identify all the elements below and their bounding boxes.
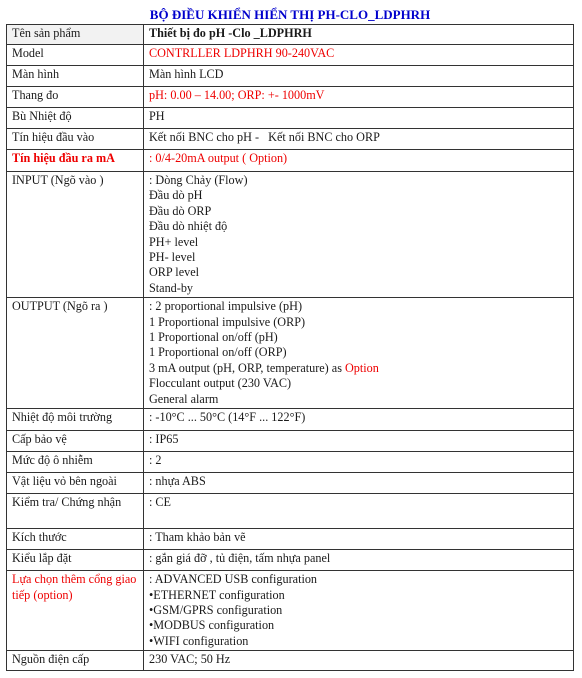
label-temp-comp: Bù Nhiệt độ [7,108,144,129]
label-input-signal: Tín hiệu đầu vào [7,129,144,150]
label-comm: Lựa chọn thêm cổng giao tiếp (option) [7,571,144,651]
row-display [7,66,574,87]
row-dimensions [7,529,574,550]
label-output: OUTPUT (Ngõ ra ) [7,298,144,409]
row-housing [7,473,574,494]
row-range [7,87,574,108]
row-output [7,298,574,409]
label-display: Màn hình [7,66,144,87]
value-power: 230 VAC; 50 Hz [144,651,574,671]
value-dimensions: : Tham khảo bản vẽ [144,529,574,550]
value-output [144,298,574,409]
value-comm [144,571,574,651]
output-ma-text: 3 mA output (pH, ORP, temperature) as [149,360,345,375]
label-ambient: Nhiệt độ môi trường [7,409,144,431]
value-protection: : IP65 [144,431,574,452]
comm-bullet: • GSM/GPRS configuration [149,603,568,618]
comm-line: : ADVANCED USB configuration [149,572,318,587]
input-line: : Dòng Chảy (Flow) [149,173,248,187]
value-model: CONTRLLER LDPHRH 90-240VAC [144,45,574,66]
value-input-signal: Kết nối BNC cho pH - Kết nối BNC cho ORP [144,129,574,150]
output-line: Flocculant output (230 VAC) [149,376,292,391]
row-product [7,25,574,45]
row-input-signal [7,129,574,150]
label-model: Model [7,45,144,66]
value-pollution: : 2 [144,452,574,473]
output-line: : 2 proportional impulsive (pH) [149,299,302,314]
value-display: Màn hình LCD [144,66,574,87]
row-power [7,651,574,671]
output-line: 1 Proportional on/off (pH) [149,330,278,345]
label-input: INPUT (Ngõ vào ) [7,172,144,298]
row-ambient [7,409,574,431]
value-range: pH: 0.00 – 14.00; ORP: +- 1000mV [144,87,574,108]
output-line: General alarm [149,391,219,406]
row-pollution [7,452,574,473]
value-product: Thiết bị đo pH -Clo _LDPHRH [144,25,574,45]
document-title: BỘ ĐIỀU KHIỂN HIỂN THỊ PH-CLO_LDPHRH [149,7,431,22]
label-protection: Cấp bảo vệ [7,431,144,452]
value-ambient: : -10°C ... 50°C (14°F ... 122°F) [144,409,574,431]
input-line: Đầu dò nhiệt độ [149,219,228,234]
input-line: Đầu dò ORP [149,203,212,218]
input-line: PH- level [149,250,196,265]
comm-bullet: • MODBUS configuration [149,618,568,633]
value-input [144,172,574,298]
label-range: Thang đo [7,87,144,108]
input-line: Đầu dò pH [149,188,203,203]
row-certification [7,494,574,529]
value-output-signal: : 0/4-20mA output ( Option) [144,150,574,172]
label-mounting: Kiểu lắp đặt [7,550,144,571]
comm-bullet: • WIFI configuration [149,634,568,649]
row-output-signal [7,150,574,172]
row-model [7,45,574,66]
spec-table [6,24,574,671]
input-line: ORP level [149,265,199,280]
value-certification: : CE [144,494,574,529]
label-housing: Vật liệu vỏ bên ngoài [7,473,144,494]
value-housing: : nhựa ABS [144,473,574,494]
row-input [7,172,574,298]
value-mounting: : gắn giá đỡ , tủ điện, tấm nhựa panel [144,550,574,571]
input-line: Stand-by [149,280,194,295]
label-pollution: Mức độ ô nhiễm [7,452,144,473]
comm-bullet: • ETHERNET configuration [149,588,568,603]
label-output-signal: Tín hiệu đầu ra mA [7,150,144,172]
row-mounting [7,550,574,571]
value-temp-comp: PH [144,108,574,129]
output-ma-line [149,361,568,376]
row-comm [7,571,574,651]
label-certification: Kiểm tra/ Chứng nhận [7,494,144,529]
label-product: Tên sản phẩm [7,25,144,45]
output-ma-option: Option [345,360,379,375]
row-temp-comp [7,108,574,129]
row-protection [7,431,574,452]
input-line: PH+ level [149,234,199,249]
output-line: 1 Proportional on/off (ORP) [149,345,287,360]
label-dimensions: Kích thước [7,529,144,550]
label-power: Nguồn điện cấp [7,651,144,671]
output-line: 1 Proportional impulsive (ORP) [149,314,306,329]
